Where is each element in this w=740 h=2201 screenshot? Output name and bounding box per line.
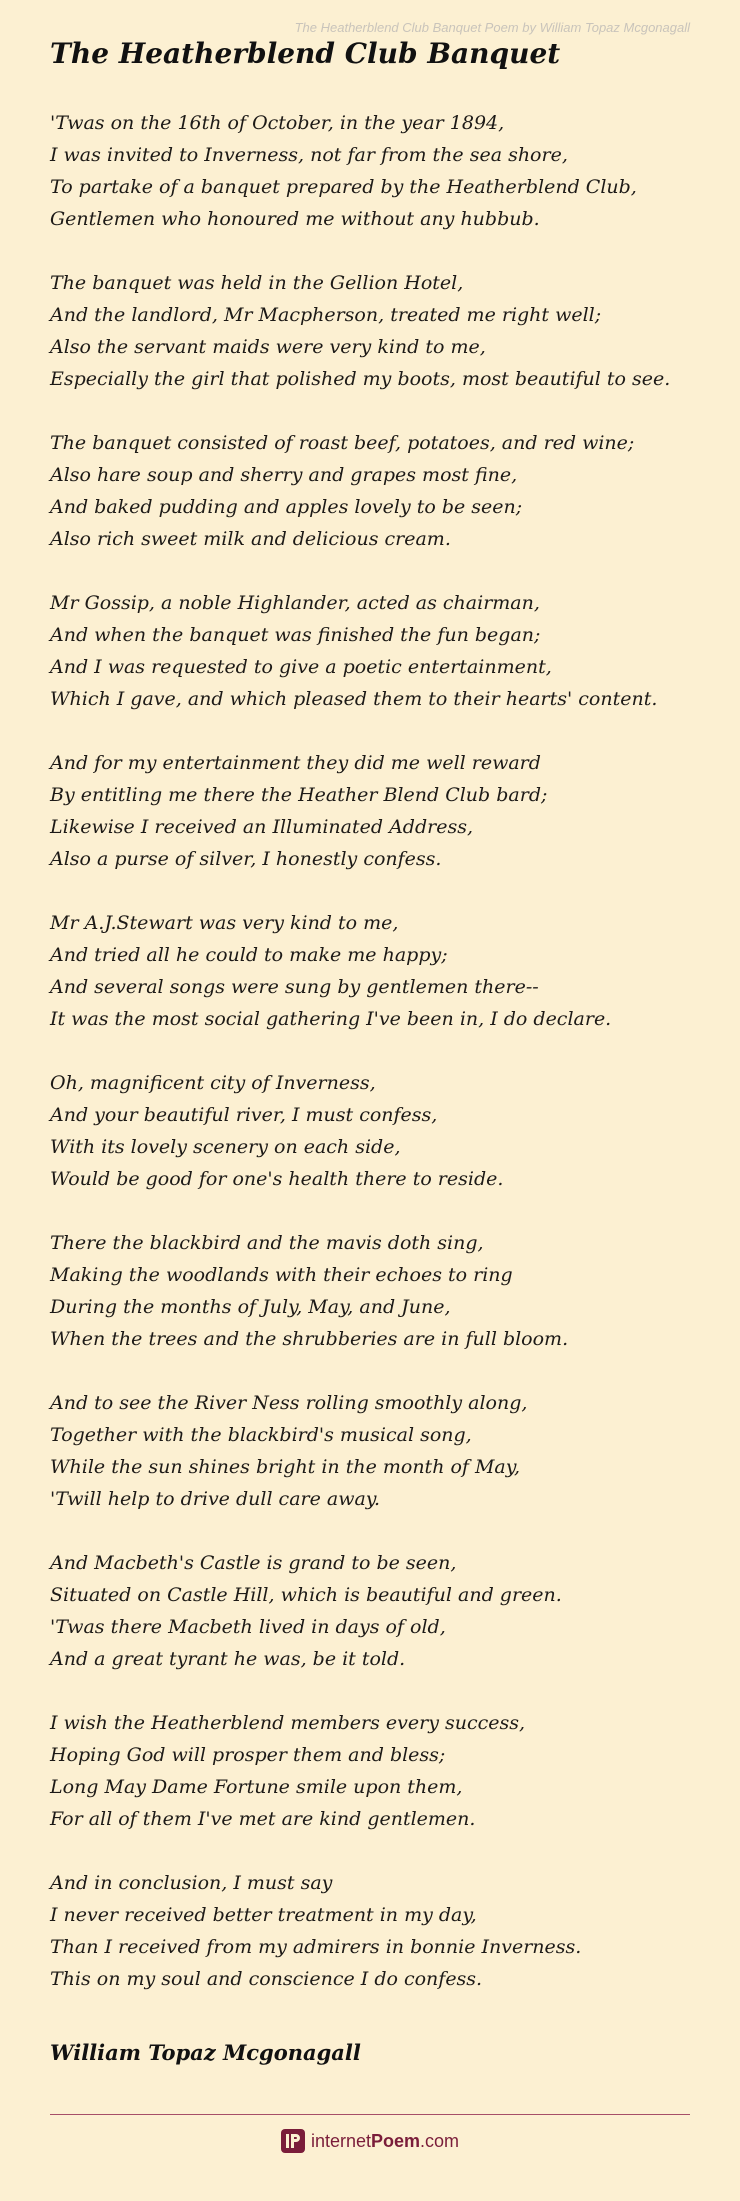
poem-line: Situated on Castle Hill, which is beautiful and green.: [50, 1584, 562, 1606]
poem-line: Mr A.J.Stewart was very kind to me,: [50, 912, 399, 934]
brand-text: internetPoem.com: [310, 2130, 460, 2151]
site-brand[interactable]: [0, 2126, 740, 2156]
poem-line: Making the woodlands with their echoes to ring: [50, 1264, 513, 1286]
poem-line: I never received better treatment in my day,: [50, 1904, 477, 1926]
poem-line: Than I received from my admirers in bonnie Inverness.: [50, 1936, 582, 1958]
poem-line: It was the most social gathering I've been in, I do declare.: [50, 1008, 612, 1030]
poem-stanza: [50, 107, 700, 235]
poem-line: Would be good for one's health there to reside.: [50, 1168, 504, 1190]
poem-line: Mr Gossip, a noble Highlander, acted as chairman,: [50, 592, 540, 614]
top-caption: The Heatherblend Club Banquet Poem by William Topaz Mcgonagall: [294, 20, 690, 35]
poem-line: 'Twill help to drive dull care away.: [50, 1488, 381, 1510]
poem-line: And several songs were sung by gentlemen there--: [50, 976, 539, 998]
poem-line: To partake of a banquet prepared by the Heatherblend Club,: [50, 176, 637, 198]
poem-line: Gentlemen who honoured me without any hubbub.: [50, 208, 540, 230]
poem-line: There the blackbird and the mavis doth sing,: [50, 1232, 484, 1254]
poem-stanza: [50, 267, 700, 395]
poem-line: Together with the blackbird's musical song,: [50, 1424, 472, 1446]
poem-line: During the months of July, May, and June,: [50, 1296, 451, 1318]
poem-line: Oh, magnificent city of Inverness,: [50, 1072, 376, 1094]
poem-line: And I was requested to give a poetic entertainment,: [50, 656, 552, 678]
poem-stanza: [50, 1707, 700, 1835]
poem-line: Also the servant maids were very kind to me,: [50, 336, 486, 358]
poem-line: Also rich sweet milk and delicious cream.: [50, 528, 451, 550]
poem-stanza: [50, 1867, 700, 1995]
poem-line: 'Twas there Macbeth lived in days of old,: [50, 1616, 446, 1638]
poem-line: With its lovely scenery on each side,: [50, 1136, 401, 1158]
poem-line: Likewise I received an Illuminated Address,: [50, 816, 473, 838]
poem-stanza: [50, 1227, 700, 1355]
poem-line: This on my soul and conscience I do confess.: [50, 1968, 483, 1990]
poem-stanza: [50, 1067, 700, 1195]
poem-line: And for my entertainment they did me well reward: [50, 752, 541, 774]
poem-line: And when the banquet was finished the fun began;: [50, 624, 541, 646]
poem-stanza: [50, 1387, 700, 1515]
poem-author[interactable]: William Topaz Mcgonagall: [50, 2040, 361, 2065]
poem-line: I was invited to Inverness, not far from the sea shore,: [50, 144, 568, 166]
poem-line: Also a purse of silver, I honestly confess.: [50, 848, 442, 870]
footer-divider: [50, 2114, 690, 2115]
poem-stanza: [50, 907, 700, 1035]
poem-line: And your beautiful river, I must confess,: [50, 1104, 438, 1126]
poem-body: [50, 107, 700, 2027]
poem-line: While the sun shines bright in the month of May,: [50, 1456, 521, 1478]
poem-title: The Heatherblend Club Banquet: [50, 37, 561, 70]
poem-line: And in conclusion, I must say: [50, 1872, 333, 1894]
poem-line: By entitling me there the Heather Blend Club bard;: [50, 784, 548, 806]
poem-line: Also hare soup and sherry and grapes most fine,: [50, 464, 518, 486]
poem-stanza: [50, 587, 700, 715]
poem-stanza: [50, 1547, 700, 1675]
poem-line: Long May Dame Fortune smile upon them,: [50, 1776, 463, 1798]
poem-line: And baked pudding and apples lovely to be seen;: [50, 496, 523, 518]
poem-line: The banquet was held in the Gellion Hotel,: [50, 272, 464, 294]
poem-line: 'Twas on the 16th of October, in the year 1894,: [50, 112, 505, 134]
poem-line: Especially the girl that polished my boots, most beautiful to see.: [50, 368, 671, 390]
poem-line: Hoping God will prosper them and bless;: [50, 1744, 446, 1766]
poem-line: And Macbeth's Castle is grand to be seen,: [50, 1552, 457, 1574]
poem-line: And the landlord, Mr Macpherson, treated me right well;: [50, 304, 602, 326]
poem-stanza: [50, 747, 700, 875]
poem-line: And a great tyrant he was, be it told.: [50, 1648, 406, 1670]
poem-line: When the trees and the shrubberies are in full bloom.: [50, 1328, 569, 1350]
poem-stanza: [50, 427, 700, 555]
poem-line: And tried all he could to make me happy;: [50, 944, 448, 966]
internetpoem-logo-icon: [281, 2129, 305, 2153]
poem-line: I wish the Heatherblend members every success,: [50, 1712, 526, 1734]
poem-line: Which I gave, and which pleased them to their hearts' content.: [50, 688, 658, 710]
poem-line: For all of them I've met are kind gentlemen.: [50, 1808, 476, 1830]
poem-line: And to see the River Ness rolling smoothly along,: [50, 1392, 528, 1414]
poem-line: The banquet consisted of roast beef, potatoes, and red wine;: [50, 432, 635, 454]
